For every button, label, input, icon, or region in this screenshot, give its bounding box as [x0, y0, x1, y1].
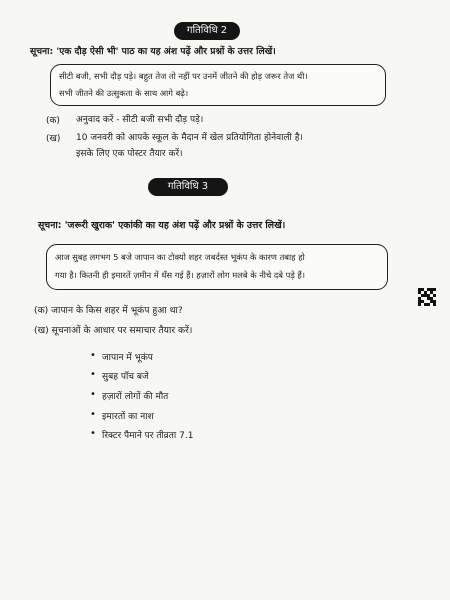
bullet-dot-icon: • [90, 389, 96, 400]
list-item-text: जापान में भूकंप [102, 353, 153, 363]
activity-2-badge: गतिविधि 2 [174, 22, 240, 40]
activity-2-passage-box [50, 64, 386, 106]
list-item-text: रिक्टर पैमाने पर तीव्रता 7.1 [102, 431, 194, 441]
activity-3-passage-box [46, 244, 388, 290]
activity-2-instruction: सूचना: 'एक दौड़ ऐसी भी' पाठ का यह अंश पढ़ें और प्रश्नों के उत्तर लिखें। [30, 46, 276, 57]
activity-2-q1-marker: (क) [46, 116, 60, 126]
activity-3-q1: (क) जापान के किस शहर में भूकंप हुआ था? [34, 305, 183, 316]
activity-2-passage-line-1: सीटी बजी, सभी दौड़ पड़े। बहुत तेज तो नहीं पर उनमें जीतने की होड़ जरूर तेज थी। [59, 71, 308, 81]
bullet-dot-icon: • [90, 409, 96, 420]
activity-3-passage-line-1: आज सुबह लगभग 5 बजे जापान का टोक्यो शहर जबर्दस्त भूकंप के कारण तबाह हो [55, 252, 305, 262]
activity-2-q1-text: अनुवाद करें - सीटी बजी सभी दौड़ पड़े। [76, 115, 204, 125]
list-item-text: सुबह पाँच बजे [102, 372, 149, 382]
list-item-text: हज़ारों लोगों की मौत [102, 392, 169, 402]
qr-code-icon [418, 288, 436, 306]
activity-2-q2-text: 10 जनवरी को आपके स्कूल के मैदान में खेल प्रतियोगिता होनेवाली है। [76, 133, 303, 143]
activity-2-q2-marker: (ख) [46, 134, 61, 144]
activity-3-badge: गतिविधि 3 [148, 178, 228, 196]
list-item-text: इमारतों का नाश [102, 412, 154, 422]
bullet-dot-icon: • [90, 369, 96, 380]
activity-3-passage-line-2: गया है। कितनी ही इमारतें ज़मीन में धँस गई हैं। हज़ारों लोग मलबे के नीचे दबे पड़े हैं। [55, 270, 305, 280]
activity-2-passage-line-2: सभी जीतने की उत्सुकता के साथ आगे बढ़े। [59, 88, 189, 98]
bullet-dot-icon: • [90, 428, 96, 439]
activity-2-q2-text-line-2: इसके लिए एक पोस्टर तैयार करें। [76, 149, 183, 159]
activity-3-q2: (ख) सूचनाओं के आधार पर समाचार तैयार करें। [34, 325, 193, 336]
bullet-dot-icon: • [90, 350, 96, 361]
activity-3-instruction: सूचना: 'जरूरी खुराक' एकांकी का यह अंश पढ़ें और प्रश्नों के उत्तर लिखें। [38, 220, 286, 231]
